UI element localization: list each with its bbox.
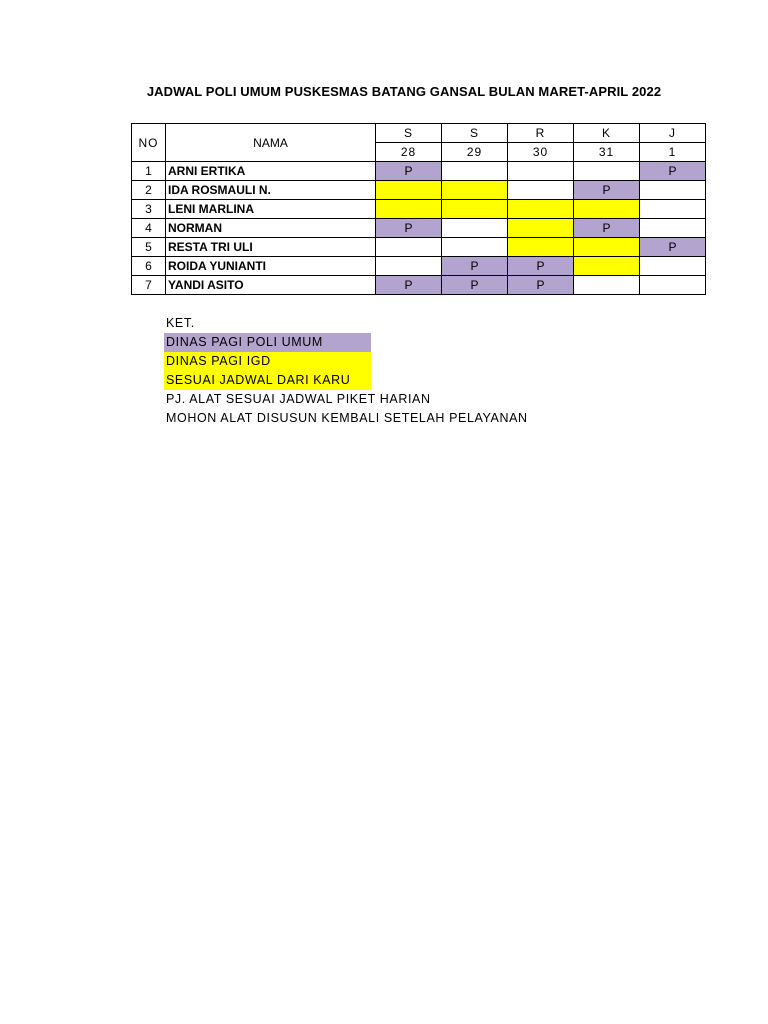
table-row — [132, 276, 706, 295]
schedule-cell: P — [376, 276, 442, 295]
schedule-cell: P — [640, 238, 706, 257]
schedule-cell: P — [442, 257, 508, 276]
row-number: 5 — [132, 238, 166, 257]
table-row — [132, 238, 706, 257]
staff-name: IDA ROSMAULI N. — [166, 181, 376, 200]
legend-item-karu: SESUAI JADWAL DARI KARU — [164, 371, 371, 390]
date-header: 28 — [376, 143, 442, 162]
schedule-cell — [508, 181, 574, 200]
schedule-cell — [442, 162, 508, 181]
schedule-cell — [376, 257, 442, 276]
staff-name: ROIDA YUNIANTI — [166, 257, 376, 276]
schedule-cell: P — [508, 276, 574, 295]
legend — [164, 314, 528, 428]
day-header: J — [640, 124, 706, 143]
schedule-cell: P — [574, 181, 640, 200]
schedule-cell — [442, 181, 508, 200]
schedule-cell — [376, 181, 442, 200]
schedule-cell — [376, 200, 442, 219]
day-header: R — [508, 124, 574, 143]
legend-title: KET. — [166, 316, 195, 330]
page-title: JADWAL POLI UMUM PUSKESMAS BATANG GANSAL BULAN MARET-APRIL 2022 — [146, 84, 662, 99]
schedule-table — [131, 123, 706, 295]
legend-note: PJ. ALAT SESUAI JADWAL PIKET HARIAN — [166, 392, 431, 406]
table-header-row — [132, 124, 706, 143]
row-number: 3 — [132, 200, 166, 219]
table-row — [132, 200, 706, 219]
legend-note: MOHON ALAT DISUSUN KEMBALI SETELAH PELAYANAN — [166, 411, 528, 425]
staff-name: NORMAN — [166, 219, 376, 238]
schedule-cell — [574, 257, 640, 276]
row-number: 6 — [132, 257, 166, 276]
row-number: 7 — [132, 276, 166, 295]
schedule-cell — [442, 200, 508, 219]
schedule-cell — [376, 238, 442, 257]
schedule-cell: P — [640, 162, 706, 181]
schedule-cell — [508, 238, 574, 257]
schedule-cell — [640, 219, 706, 238]
table-row — [132, 219, 706, 238]
schedule-cell — [574, 276, 640, 295]
row-number: 4 — [132, 219, 166, 238]
date-header: 1 — [640, 143, 706, 162]
staff-name: RESTA TRI ULI — [166, 238, 376, 257]
day-header: S — [442, 124, 508, 143]
schedule-cell — [442, 238, 508, 257]
table-row — [132, 162, 706, 181]
table-row — [132, 181, 706, 200]
schedule-cell — [442, 219, 508, 238]
legend-item-igd: DINAS PAGI IGD — [164, 352, 371, 371]
staff-name: LENI MARLINA — [166, 200, 376, 219]
schedule-cell: P — [574, 219, 640, 238]
date-header: 30 — [508, 143, 574, 162]
date-header: 31 — [574, 143, 640, 162]
staff-name: YANDI ASITO — [166, 276, 376, 295]
table-row — [132, 257, 706, 276]
schedule-cell: P — [442, 276, 508, 295]
date-header: 29 — [442, 143, 508, 162]
nama-header: NAMA — [166, 124, 376, 162]
staff-name: ARNI ERTIKA — [166, 162, 376, 181]
row-number: 2 — [132, 181, 166, 200]
schedule-cell — [574, 200, 640, 219]
schedule-cell — [640, 200, 706, 219]
no-header: NO — [132, 124, 166, 162]
schedule-cell — [574, 162, 640, 181]
schedule-cell — [508, 162, 574, 181]
schedule-cell: P — [376, 162, 442, 181]
schedule-cell: P — [376, 219, 442, 238]
day-header: S — [376, 124, 442, 143]
schedule-cell — [508, 219, 574, 238]
schedule-cell — [640, 181, 706, 200]
row-number: 1 — [132, 162, 166, 181]
schedule-cell — [640, 276, 706, 295]
legend-item-poli-umum: DINAS PAGI POLI UMUM — [164, 333, 371, 352]
schedule-cell: P — [508, 257, 574, 276]
schedule-cell — [574, 238, 640, 257]
day-header: K — [574, 124, 640, 143]
schedule-cell — [508, 200, 574, 219]
schedule-cell — [640, 257, 706, 276]
